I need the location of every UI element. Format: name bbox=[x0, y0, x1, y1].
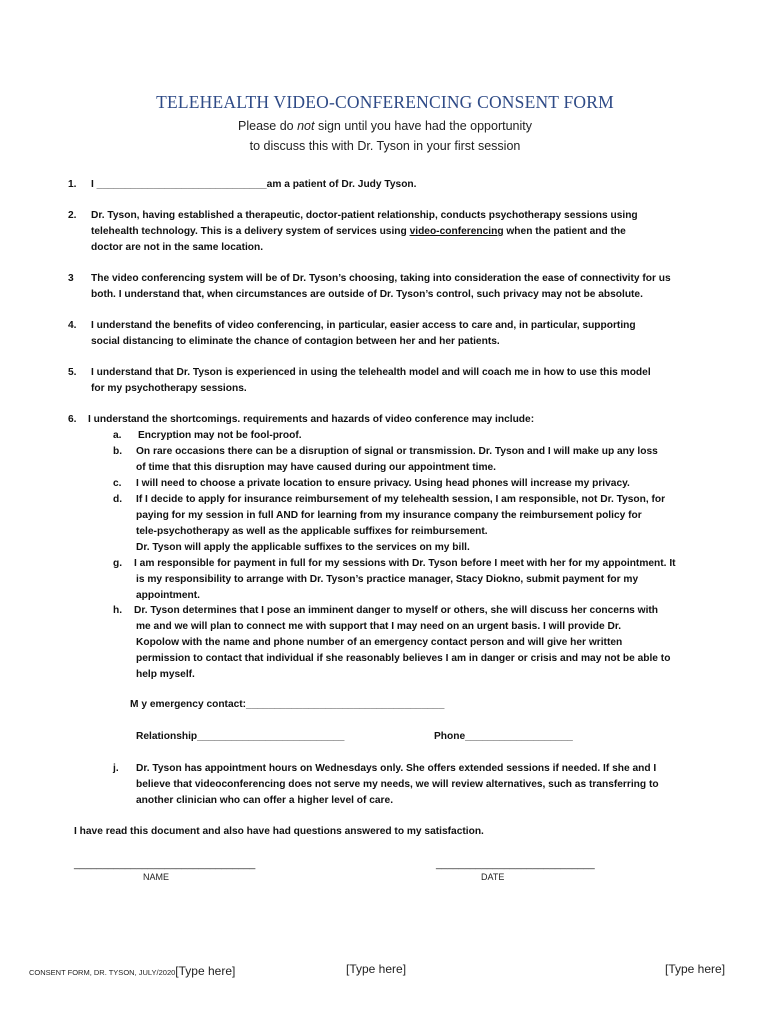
footer-right-placeholder[interactable]: [Type here] bbox=[665, 962, 726, 976]
item-6c-line-1: I will need to choose a private location to ensure privacy. Using head phones will increase my privacy. bbox=[136, 478, 630, 489]
date-label: DATE bbox=[481, 872, 505, 882]
footer-left-placeholder[interactable]: [Type here] bbox=[175, 964, 236, 978]
footer-center-placeholder[interactable]: [Type here] bbox=[346, 962, 407, 976]
item-2-line-1: Dr. Tyson, having established a therapeutic, doctor-patient relationship, conducts psychotherapy sessions using bbox=[91, 210, 638, 221]
item-3-line-2: both. I understand that, when circumstances are outside of Dr. Tyson’s control, such privacy may not be absolute. bbox=[91, 289, 643, 300]
item-2-line-2-post: when the patient and the bbox=[503, 226, 626, 237]
item-2-line-2-pre: telehealth technology. This is a delivery system of services using bbox=[91, 226, 410, 237]
item-6a-line-1: Encryption may not be fool-proof. bbox=[138, 430, 302, 441]
item-6j-line-2: believe that videoconferencing does not serve my needs, we will review alternatives, such as transferring to bbox=[136, 779, 659, 790]
item-6d-line-1: If I decide to apply for insurance reimbursement of my telehealth session, I am responsible, not Dr. Tyson, for bbox=[136, 494, 666, 505]
subtitle-post: sign until you have had the opportunity bbox=[314, 119, 532, 133]
item-1-text bbox=[91, 177, 416, 193]
relationship-field[interactable]: Relationship__________________________ bbox=[136, 731, 345, 742]
item-5-line-1: I understand that Dr. Tyson is experienced in using the telehealth model and will coach me in how to use this model bbox=[91, 367, 651, 378]
form-title: TELEHEALTH VIDEO-CONFERENCING CONSENT FORM bbox=[156, 92, 614, 112]
item-6j-line-1: Dr. Tyson has appointment hours on Wednesdays only. She offers extended sessions if needed. If she and I bbox=[136, 763, 657, 774]
item-6j-letter: j. bbox=[113, 763, 119, 774]
name-label: NAME bbox=[143, 872, 170, 882]
item-6g-line-1: I am responsible for payment in full for my sessions with Dr. Tyson before I meet with her for my appointment. It bbox=[134, 558, 676, 569]
item-6-line-1: I understand the shortcomings. requirements and hazards of video conference may include: bbox=[88, 414, 535, 425]
item-1-number: 1. bbox=[68, 179, 77, 190]
item-6h-line-1: Dr. Tyson determines that I pose an imminent danger to myself or others, she will discuss her concerns with bbox=[134, 605, 659, 616]
item-2-line-2 bbox=[91, 224, 626, 240]
item-6h-line-4: permission to contact that individual if she reasonably believes I am in danger or crisis and may not be able to bbox=[136, 653, 671, 664]
item-6d-line-2: paying for my session in full AND for learning from my insurance company the reimbursement policy for bbox=[136, 510, 642, 521]
item-4-line-1: I understand the benefits of video conferencing, in particular, easier access to care and, in particular, supporting bbox=[91, 320, 636, 331]
item-6c-letter: c. bbox=[113, 478, 122, 489]
item-4-number: 4. bbox=[68, 320, 77, 331]
footer-left bbox=[29, 962, 235, 980]
date-signature-line[interactable]: ____________________________ bbox=[436, 859, 595, 870]
item-6h-letter: h. bbox=[113, 605, 123, 616]
acknowledgement-text: I have read this document and also have had questions answered to my satisfaction. bbox=[74, 826, 484, 837]
item-1-pre: I bbox=[91, 179, 97, 190]
item-6g-letter: g. bbox=[113, 558, 123, 569]
item-5-number: 5. bbox=[68, 367, 77, 378]
item-6d-line-3: tele-psychotherapy as well as the applicable suffixes for reimbursement. bbox=[136, 526, 488, 537]
item-2-line-3: doctor are not in the same location. bbox=[91, 242, 264, 253]
patient-name-blank[interactable]: ______________________________ bbox=[96, 179, 267, 190]
item-6h-line-2: me and we will plan to connect me with support that I may need on an urgent basis. I will provide Dr. bbox=[136, 621, 622, 632]
footer-form-id: CONSENT FORM, DR. TYSON, JULY/2020 bbox=[29, 968, 176, 977]
emergency-contact-field[interactable]: M y emergency contact:___________________________________ bbox=[130, 699, 445, 710]
phone-field[interactable]: Phone___________________ bbox=[434, 731, 573, 742]
item-6d-line-4: Dr. Tyson will apply the applicable suffixes to the services on my bill. bbox=[136, 542, 470, 553]
subtitle-emphasis: not bbox=[297, 119, 315, 133]
item-6h-line-5: help myself. bbox=[136, 669, 195, 680]
item-6j-line-3: another clinician who can offer a higher level of care. bbox=[136, 795, 394, 806]
item-1-post: am a patient of Dr. Judy Tyson. bbox=[266, 179, 417, 190]
name-signature-line[interactable]: ________________________________ bbox=[74, 859, 256, 870]
item-6a-letter: a. bbox=[113, 430, 122, 441]
item-3-number: 3 bbox=[68, 273, 74, 284]
item-2-number: 2. bbox=[68, 210, 77, 221]
item-6b-line-2: of time that this disruption may have caused during our appointment time. bbox=[136, 462, 496, 473]
item-6b-line-1: On rare occasions there can be a disruption of signal or transmission. Dr. Tyson and I will make up any loss bbox=[136, 446, 658, 457]
item-6g-line-3: appointment. bbox=[136, 590, 200, 601]
item-6b-letter: b. bbox=[113, 446, 123, 457]
item-3-line-1: The video conferencing system will be of Dr. Tyson’s choosing, taking into consideration the ease of connectivity for us bbox=[91, 273, 671, 284]
subtitle-line-1 bbox=[0, 119, 770, 133]
item-6h-line-3: Kopolow with the name and phone number of an emergency contact person and will give her written bbox=[136, 637, 623, 648]
video-conferencing-link[interactable]: video-conferencing bbox=[409, 226, 504, 237]
subtitle-pre: Please do bbox=[238, 119, 298, 133]
item-6g-line-2: is my responsibility to arrange with Dr. Tyson’s practice manager, Stacy Diokno, submit payment for my bbox=[136, 574, 639, 585]
item-4-line-2: social distancing to eliminate the chance of contagion between her and her patients. bbox=[91, 336, 500, 347]
item-5-line-2: for my psychotherapy sessions. bbox=[91, 383, 247, 394]
subtitle-line-2: to discuss this with Dr. Tyson in your first session bbox=[249, 139, 521, 153]
item-6d-letter: d. bbox=[113, 494, 123, 505]
item-6-number: 6. bbox=[68, 414, 77, 425]
